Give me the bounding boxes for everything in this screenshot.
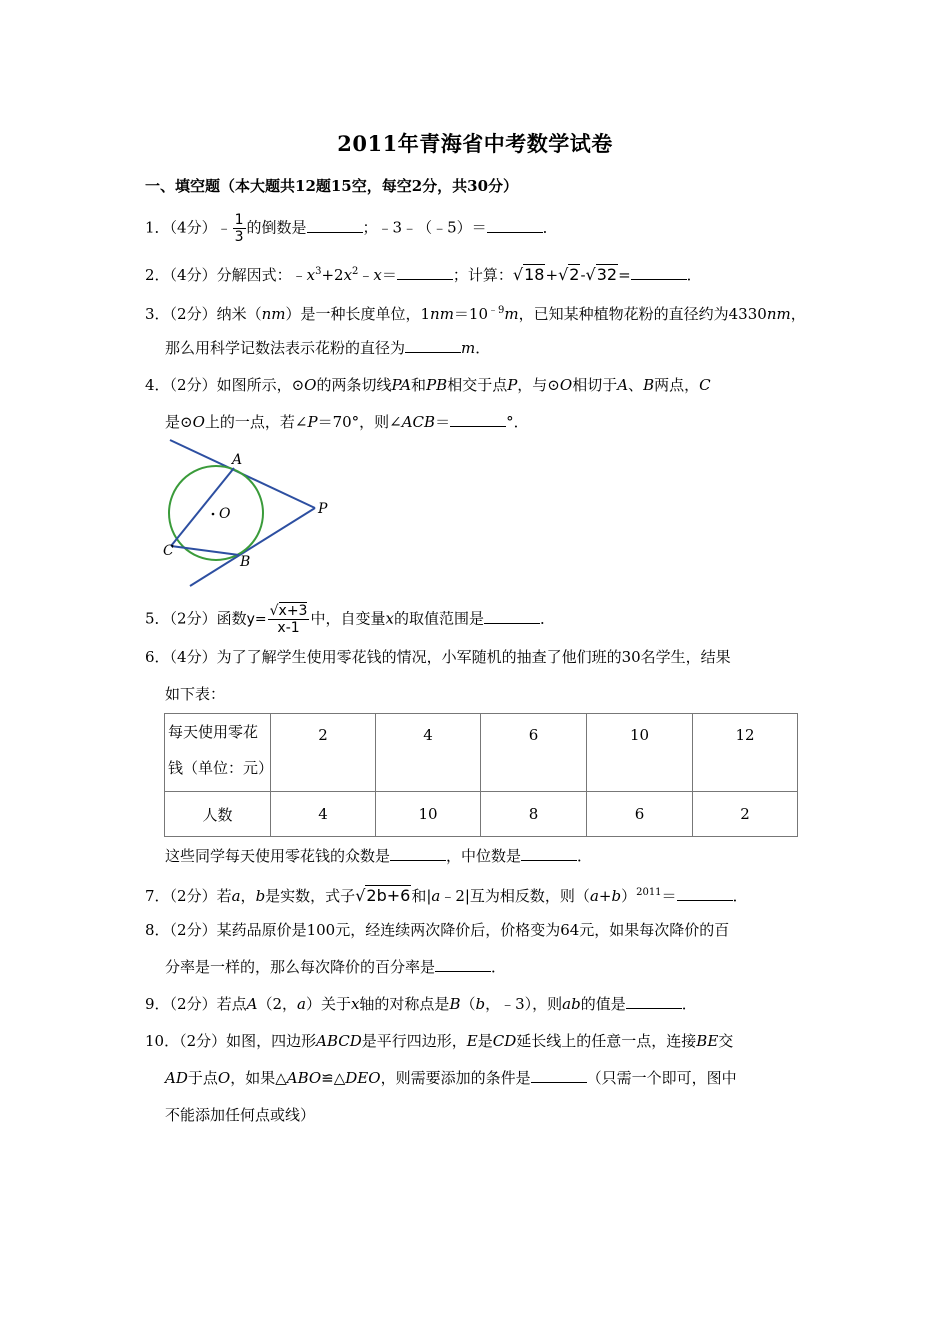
pocket-money-table <box>164 713 798 837</box>
table-header-cell: 人数 <box>165 792 271 837</box>
answer-blank[interactable] <box>307 218 363 233</box>
table-cell: 4 <box>376 714 481 792</box>
table-cell: 12 <box>693 714 798 792</box>
question-4: 4．（2分）如图所示，⊙O的两条切线PA和PB相交于点P，与⊙O相切于A、B两点，C <box>145 376 711 394</box>
answer-blank[interactable] <box>405 338 461 353</box>
table-cell: 10 <box>587 714 693 792</box>
label-p: P <box>318 501 328 517</box>
table-cell: 4 <box>271 792 376 837</box>
chord-cb <box>171 546 239 555</box>
label-b: B <box>240 554 251 570</box>
question-6-line-2: 如下表： <box>165 685 226 703</box>
figure-svg <box>160 438 340 590</box>
table-header-cell: 每天使用零花 钱（单位：元） <box>165 714 271 792</box>
table-row <box>165 792 798 837</box>
label-c: C <box>163 543 174 559</box>
answer-blank[interactable] <box>531 1068 587 1083</box>
question-4-line-2: 是⊙O上的一点，若∠P＝70°，则∠ACB＝ °． <box>165 413 529 431</box>
table-cell: 2 <box>271 714 376 792</box>
answer-blank[interactable] <box>435 957 491 972</box>
question-7: 7．（2分）若a，b是实数，式子√2b+6和|a﹣2|互为相反数，则$(a+b)^{2011}=$ ． <box>145 886 748 905</box>
center-dot <box>212 513 215 516</box>
fraction-one-third: $\frac{1}{3}$ <box>234 212 244 245</box>
answer-blank[interactable] <box>397 265 453 280</box>
question-6: 6．（4分）为了了解学生使用零花钱的情况，小军随机的抽查了他们班的30名学生，结果 <box>145 648 731 666</box>
question-2: 2．（4分）分解因式：$﹣x^3+2x^2﹣x=$ ；计算：√18+√2-√32= ． <box>145 265 702 284</box>
question-5: 5．（2分）函数y= $\frac{√x+3}{x-1}$ 中，自变量x的取值范围是 ． <box>145 603 555 636</box>
question-3-line-2: 那么用科学记数法表示花粉的直径为 m． <box>165 339 491 357</box>
sqrt-2: √2 <box>558 265 580 284</box>
circle-tangent-figure <box>160 438 340 590</box>
question-3: 3．（2分）纳米（nm）是一种长度单位，$1nm=10^{﹣9}m$，已知某种植物花粉的直径约为4330nm， <box>145 305 806 323</box>
answer-blank[interactable] <box>521 846 577 861</box>
question-8: 8．（2分）某药品原价是100元，经连续两次降价后，价格变为64元，如果每次降价的百 <box>145 921 730 939</box>
table-cell: 6 <box>587 792 693 837</box>
answer-blank[interactable] <box>626 994 682 1009</box>
question-10: 10．（2分）如图，四边形ABCD是平行四边形，E是CD延长线上的任意一点，连接BE交 <box>145 1032 734 1050</box>
sqrt-18: √18 <box>512 265 545 284</box>
question-1: 1．（4分）﹣ $\frac{1}{3}$ 的倒数是 ；﹣3﹣（﹣5）＝ ． <box>145 212 558 245</box>
question-8-line-2: 分率是一样的，那么每次降价的百分率是 ． <box>165 958 507 976</box>
question-6-line-3: 这些同学每天使用零花钱的众数是 ，中位数是 ． <box>165 847 593 865</box>
label-o: O <box>219 506 231 522</box>
table-cell: 10 <box>376 792 481 837</box>
question-9: 9．（2分）若点A（2，a）关于x轴的对称点是B（b，﹣3），则ab的值是 ． <box>145 995 697 1013</box>
answer-blank[interactable] <box>487 218 543 233</box>
label-a: A <box>232 452 243 468</box>
question-10-line-3: 不能添加任何点或线） <box>165 1106 316 1124</box>
section-heading: 一、填空题（本大题共12题15空，每空2分，共30分） <box>145 177 519 195</box>
function-fraction: $\frac{√x+3}{x-1}$ <box>269 603 308 636</box>
sqrt-2b6: √2b+6 <box>355 886 411 905</box>
answer-blank[interactable] <box>390 846 446 861</box>
circle-o <box>169 466 263 560</box>
answer-blank[interactable] <box>631 265 687 280</box>
answer-blank[interactable] <box>677 886 733 901</box>
table-cell: 6 <box>481 714 587 792</box>
question-10-line-2: AD于点O，如果△ABO≌△DEO，则需要添加的条件是 （只需一个即可，图中 <box>165 1069 737 1087</box>
answer-blank[interactable] <box>450 412 506 427</box>
tangent-line-pb <box>190 508 315 586</box>
table-row <box>165 714 798 792</box>
table-cell: 2 <box>693 792 798 837</box>
table-cell: 8 <box>481 792 587 837</box>
sqrt-32: √32 <box>585 265 618 284</box>
answer-blank[interactable] <box>484 609 540 624</box>
page-title: 2011年青海省中考数学试卷 <box>337 131 613 156</box>
